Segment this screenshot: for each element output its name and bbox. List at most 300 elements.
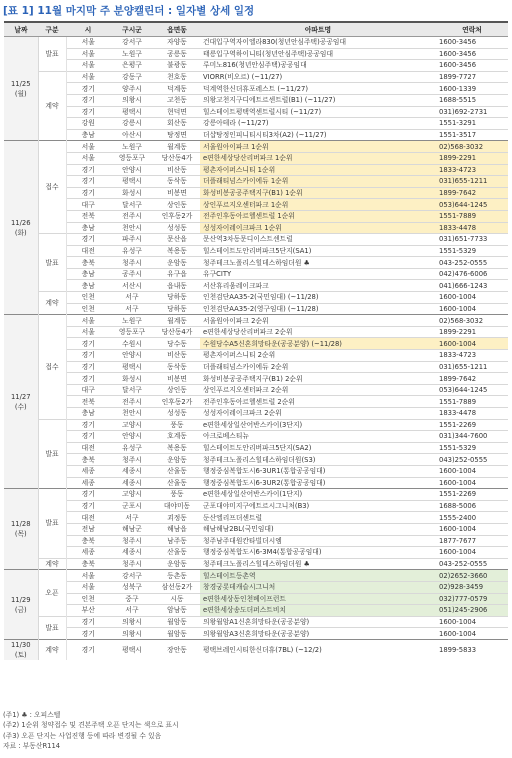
- table-title: [표 1] 11월 마지막 주 분양캘린더 : 일자별 상세 일정: [3, 5, 255, 17]
- contact-cell: 02)568-3032: [436, 315, 508, 327]
- town-cell: 탕정면: [154, 129, 200, 141]
- town-cell: 회산동: [154, 118, 200, 130]
- table-row: [4, 118, 508, 130]
- contact-cell: 1600-3456: [436, 37, 508, 49]
- category-cell: 발표: [38, 37, 66, 72]
- city-cell: 충북: [66, 454, 110, 466]
- weekday-value: (월): [14, 89, 27, 98]
- district-cell: 파주시: [110, 234, 154, 246]
- contact-cell: 043)252-0555: [436, 454, 508, 466]
- city-cell: 경기: [66, 639, 110, 660]
- header-district: 구시군: [110, 22, 154, 37]
- table-row: [4, 303, 508, 315]
- apartment-cell: 의왕월암A1신혼희망타운(공공분양): [200, 616, 436, 628]
- table-row: [4, 489, 508, 501]
- date-cell: [4, 489, 38, 570]
- schedule-table: [4, 21, 508, 660]
- city-cell: 경기: [66, 500, 110, 512]
- apartment-cell: 강릉아테라 (~11/27): [200, 118, 436, 130]
- town-cell: 당하동: [154, 292, 200, 304]
- apartment-cell: 더플래티넘스카이에듀 2순위: [200, 361, 436, 373]
- town-cell: 불광동: [154, 60, 200, 72]
- city-cell: 서울: [66, 71, 110, 83]
- city-cell: 충북: [66, 535, 110, 547]
- city-cell: 충북: [66, 558, 110, 570]
- apartment-cell: 둔산엘리프더센트럴: [200, 512, 436, 524]
- table-row: [4, 350, 508, 362]
- contact-cell: 1600-1004: [436, 338, 508, 350]
- town-cell: 성성동: [154, 222, 200, 234]
- city-cell: 세종: [66, 547, 110, 559]
- table-row: [4, 408, 508, 420]
- apartment-cell: 청주남주대원칸타빌더시엠: [200, 535, 436, 547]
- category-cell: 발표: [38, 419, 66, 489]
- district-cell: 해남군: [110, 523, 154, 535]
- town-cell: 복용동: [154, 442, 200, 454]
- district-cell: 청주시: [110, 535, 154, 547]
- city-cell: 충남: [66, 129, 110, 141]
- apartment-cell: e편한세상당산리버파크 2순위: [200, 326, 436, 338]
- town-cell: 시동: [154, 593, 200, 605]
- town-cell: 복용동: [154, 245, 200, 257]
- contact-cell: 031)651-7733: [436, 234, 508, 246]
- table-row: [4, 37, 508, 49]
- apartment-cell: 의왕월암A3신혼희망타운(공공분양): [200, 628, 436, 640]
- table-row: [4, 616, 508, 628]
- city-cell: 서울: [66, 48, 110, 60]
- apartment-cell: 행정중심복합도시6-3M4(통합공공임대): [200, 547, 436, 559]
- apartment-cell: 해남해남2BL(국민임대): [200, 523, 436, 535]
- contact-cell: 02)928-3459: [436, 581, 508, 593]
- district-cell: 화성시: [110, 373, 154, 385]
- apartment-cell: 태릉입구역하이니티(청년안심주택)공공임대: [200, 48, 436, 60]
- apartment-cell: 평택브레인시티한신더휴(7BL) (~12/2): [200, 639, 436, 660]
- city-cell: 전북: [66, 210, 110, 222]
- town-cell: 운암동: [154, 558, 200, 570]
- district-cell: 강서구: [110, 37, 154, 49]
- city-cell: 대전: [66, 512, 110, 524]
- town-cell: 동삭동: [154, 176, 200, 188]
- apartment-cell: 인천검단AA35-2(국민임대) (~11/28): [200, 292, 436, 304]
- category-cell: 발표: [38, 489, 66, 559]
- town-cell: 풍동: [154, 419, 200, 431]
- district-cell: 공주시: [110, 268, 154, 280]
- apartment-cell: 평촌자이퍼스니티 1순위: [200, 164, 436, 176]
- date-cell: [4, 639, 38, 660]
- district-cell: 천안시: [110, 222, 154, 234]
- town-cell: 비봉면: [154, 373, 200, 385]
- contact-cell: 02)568-3032: [436, 141, 508, 153]
- contact-cell: 1600-1004: [436, 616, 508, 628]
- contact-cell: 1600-1004: [436, 303, 508, 315]
- contact-cell: 1600-3456: [436, 60, 508, 72]
- apartment-cell: e편한세상일산어반스카이(3단지): [200, 419, 436, 431]
- district-cell: 강서구: [110, 570, 154, 582]
- contact-cell: 1551-5329: [436, 442, 508, 454]
- apartment-cell: 건대입구역자이엘라830(청년안심주택)공공임대: [200, 37, 436, 49]
- table-row: [4, 94, 508, 106]
- contact-cell: 1551-2269: [436, 489, 508, 501]
- weekday-value: (목): [14, 530, 27, 539]
- date-cell: [4, 315, 38, 489]
- town-cell: 당산동4가: [154, 152, 200, 164]
- category-cell: 계약: [38, 292, 66, 315]
- header-category: 구분: [38, 22, 66, 37]
- contact-cell: 032)777-0579: [436, 593, 508, 605]
- table-row: [4, 361, 508, 373]
- city-cell: 경기: [66, 373, 110, 385]
- town-cell: 인후동2가: [154, 210, 200, 222]
- contact-cell: 1877-7677: [436, 535, 508, 547]
- table-row: [4, 326, 508, 338]
- town-cell: 고천동: [154, 94, 200, 106]
- district-cell: 청주시: [110, 257, 154, 269]
- city-cell: 부산: [66, 605, 110, 617]
- city-cell: 경기: [66, 94, 110, 106]
- district-cell: 강릉시: [110, 118, 154, 130]
- contact-cell: 1600-1004: [436, 477, 508, 489]
- contact-cell: 1600-1004: [436, 547, 508, 559]
- district-cell: 서구: [110, 303, 154, 315]
- town-cell: 자양동: [154, 37, 200, 49]
- contact-cell: 053)644-1245: [436, 199, 508, 211]
- city-cell: 대구: [66, 199, 110, 211]
- city-cell: 충남: [66, 222, 110, 234]
- city-cell: 대구: [66, 384, 110, 396]
- district-cell: 평택시: [110, 106, 154, 118]
- town-cell: 월계동: [154, 141, 200, 153]
- district-cell: 은평구: [110, 60, 154, 72]
- apartment-cell: 성성자이레이크파크 1순위: [200, 222, 436, 234]
- apartment-cell: 유구CITY: [200, 268, 436, 280]
- district-cell: 세종시: [110, 465, 154, 477]
- town-cell: 등촌동: [154, 570, 200, 582]
- district-cell: 달서구: [110, 199, 154, 211]
- town-cell: 당하동: [154, 303, 200, 315]
- category-cell: 발표: [38, 616, 66, 639]
- apartment-cell: 행정중심복합도시6-3UR2(통합공공임대): [200, 477, 436, 489]
- category-cell: 오픈: [38, 570, 66, 616]
- town-cell: 대야미동: [154, 500, 200, 512]
- contact-cell: 02)2652-3660: [436, 570, 508, 582]
- table-row: [4, 547, 508, 559]
- apartment-cell: 힐스테이트도안리버파크5단지(SA2): [200, 442, 436, 454]
- contact-cell: 053)644-1245: [436, 384, 508, 396]
- contact-cell: 043-252-0555: [436, 257, 508, 269]
- table-row: [4, 523, 508, 535]
- table-row: [4, 593, 508, 605]
- town-cell: 장안동: [154, 639, 200, 660]
- district-cell: 평택시: [110, 176, 154, 188]
- table-row: [4, 164, 508, 176]
- district-cell: 서구: [110, 512, 154, 524]
- apartment-cell: e편한세상동인천베이프런트: [200, 593, 436, 605]
- apartment-cell: 평촌자이퍼스니티 2순위: [200, 350, 436, 362]
- district-cell: 서구: [110, 292, 154, 304]
- city-cell: 경기: [66, 106, 110, 118]
- city-cell: 인천: [66, 593, 110, 605]
- weekday-value: (화): [14, 228, 27, 237]
- header-city: 시: [66, 22, 110, 37]
- district-cell: 평택시: [110, 361, 154, 373]
- city-cell: 충남: [66, 408, 110, 420]
- apartment-cell: 청주테크노폴리스힐데스하임더원(S3): [200, 454, 436, 466]
- apartment-cell: 덕계역한신더휴포레스트 (~11/27): [200, 83, 436, 95]
- town-cell: 비봉면: [154, 187, 200, 199]
- contact-cell: 031)692-2731: [436, 106, 508, 118]
- city-cell: 충남: [66, 268, 110, 280]
- contact-cell: 1833-4478: [436, 408, 508, 420]
- weekday-value: (수): [14, 402, 27, 411]
- contact-cell: 1600-1004: [436, 628, 508, 640]
- apartment-cell: 청주테크노폴리스힐데스하임더원 ♣: [200, 257, 436, 269]
- district-cell: 고양시: [110, 489, 154, 501]
- apartment-cell: 힐스테이트평택역센트럴시티 (~11/27): [200, 106, 436, 118]
- apartment-cell: 루미노816(청년안심주택)공공임대: [200, 60, 436, 72]
- district-cell: 영등포구: [110, 326, 154, 338]
- contact-cell: 031)344-7600: [436, 431, 508, 443]
- table-row: [4, 477, 508, 489]
- town-cell: 산울동: [154, 547, 200, 559]
- town-cell: 유구읍: [154, 268, 200, 280]
- table-row: [4, 442, 508, 454]
- contact-cell: 1600-1004: [436, 465, 508, 477]
- category-cell: 접수: [38, 141, 66, 234]
- header-town: 읍면동: [154, 22, 200, 37]
- date-cell: [4, 37, 38, 141]
- table-row: [4, 512, 508, 524]
- city-cell: 서울: [66, 581, 110, 593]
- date-value: 11/25: [10, 79, 31, 88]
- district-cell: 노원구: [110, 315, 154, 327]
- town-cell: 동삭동: [154, 361, 200, 373]
- footnote-color: (주2) 1순위 청약접수 및 견본주택 오픈 단지는 색으로 표시: [3, 721, 179, 730]
- town-cell: 산울동: [154, 477, 200, 489]
- table-row: [4, 60, 508, 72]
- apartment-cell: 창경궁롯데캐슬시그니처: [200, 581, 436, 593]
- contact-cell: 1899-7642: [436, 187, 508, 199]
- city-cell: 서울: [66, 152, 110, 164]
- contact-cell: 1833-4478: [436, 222, 508, 234]
- district-cell: 안양시: [110, 164, 154, 176]
- table-row: [4, 187, 508, 199]
- header-contact: 연락처: [436, 22, 508, 37]
- table-row: [4, 384, 508, 396]
- date-value: 11/29: [10, 595, 31, 604]
- apartment-cell: 상인푸르지오센터파크 1순위: [200, 199, 436, 211]
- apartment-cell: 서울원아이파크 1순위: [200, 141, 436, 153]
- city-cell: 전남: [66, 523, 110, 535]
- district-cell: 안양시: [110, 350, 154, 362]
- table-row: [4, 570, 508, 582]
- city-cell: 경기: [66, 431, 110, 443]
- apartment-cell: 서산휴리움레이크파크: [200, 280, 436, 292]
- apartment-cell: 힐스테이트도안리버파크5단지(SA1): [200, 245, 436, 257]
- town-cell: 월암동: [154, 616, 200, 628]
- table-row: [4, 628, 508, 640]
- district-cell: 강동구: [110, 71, 154, 83]
- table-row: [4, 338, 508, 350]
- table-row: [4, 605, 508, 617]
- contact-cell: 1551-7889: [436, 396, 508, 408]
- district-cell: 세종시: [110, 477, 154, 489]
- date-cell: [4, 141, 38, 315]
- contact-cell: 1551-3291: [436, 118, 508, 130]
- table-row: [4, 245, 508, 257]
- footnote-source: 자료 : 부동산R114: [3, 742, 61, 751]
- table-header: [4, 22, 508, 37]
- town-cell: 괴정동: [154, 512, 200, 524]
- apartment-cell: e편한세상일산어반스카이(1단지): [200, 489, 436, 501]
- city-cell: 경기: [66, 628, 110, 640]
- district-cell: 서산시: [110, 280, 154, 292]
- footnotes: [3, 710, 508, 752]
- city-cell: 강원: [66, 118, 110, 130]
- contact-cell: 1551-3517: [436, 129, 508, 141]
- city-cell: 서울: [66, 326, 110, 338]
- table-row: [4, 106, 508, 118]
- date-value: 11/27: [10, 392, 31, 401]
- contact-cell: 042)476-6006: [436, 268, 508, 280]
- apartment-cell: 성성자이레이크파크 2순위: [200, 408, 436, 420]
- contact-cell: 051)245-2906: [436, 605, 508, 617]
- table-row: [4, 48, 508, 60]
- contact-cell: 031)655-1211: [436, 176, 508, 188]
- table-row: [4, 465, 508, 477]
- district-cell: 청주시: [110, 454, 154, 466]
- town-cell: 덕계동: [154, 83, 200, 95]
- district-cell: 의왕시: [110, 94, 154, 106]
- district-cell: 평택시: [110, 639, 154, 660]
- apartment-cell: 서울원아이파크 2순위: [200, 315, 436, 327]
- table-row: [4, 500, 508, 512]
- city-cell: 세종: [66, 465, 110, 477]
- city-cell: 세종: [66, 477, 110, 489]
- apartment-cell: 청주테크노폴리스힐데스하임더원 ♣: [200, 558, 436, 570]
- table-row: [4, 454, 508, 466]
- city-cell: 경기: [66, 234, 110, 246]
- town-cell: 운암동: [154, 257, 200, 269]
- district-cell: 청주시: [110, 558, 154, 570]
- district-cell: 중구: [110, 593, 154, 605]
- town-cell: 암남동: [154, 605, 200, 617]
- contact-cell: 1899-5833: [436, 639, 508, 660]
- table-row: [4, 315, 508, 327]
- contact-cell: 1600-3456: [436, 48, 508, 60]
- town-cell: 월암동: [154, 628, 200, 640]
- table-row: [4, 222, 508, 234]
- apartment-cell: 행정중심복합도시6-3UR1(통합공공임대): [200, 465, 436, 477]
- table-row: [4, 234, 508, 246]
- city-cell: 경기: [66, 489, 110, 501]
- category-cell: 계약: [38, 71, 66, 141]
- town-cell: 남주동: [154, 535, 200, 547]
- table-body: [4, 37, 508, 660]
- contact-cell: 1899-2291: [436, 152, 508, 164]
- apartment-cell: 더샵탕정인피니티시티3차(A2) (~11/27): [200, 129, 436, 141]
- city-cell: 경기: [66, 616, 110, 628]
- apartment-cell: 화성비봉공공주택지구(B1) 2순위: [200, 373, 436, 385]
- table-row: [4, 639, 508, 660]
- city-cell: 서울: [66, 37, 110, 49]
- header-apartment: 아파트명: [200, 22, 436, 37]
- city-cell: 경기: [66, 350, 110, 362]
- town-cell: 당수동: [154, 338, 200, 350]
- apartment-cell: 아크로베스티뉴: [200, 431, 436, 443]
- category-cell: 발표: [38, 234, 66, 292]
- apartment-cell: 인천검단AA35-2(영구임대) (~11/28): [200, 303, 436, 315]
- district-cell: 유성구: [110, 442, 154, 454]
- town-cell: 당산동4가: [154, 326, 200, 338]
- contact-cell: 1600-1004: [436, 523, 508, 535]
- town-cell: 인후동2가: [154, 396, 200, 408]
- town-cell: 성성동: [154, 408, 200, 420]
- district-cell: 노원구: [110, 141, 154, 153]
- district-cell: 의왕시: [110, 628, 154, 640]
- district-cell: 수원시: [110, 338, 154, 350]
- contact-cell: 041)666-1243: [436, 280, 508, 292]
- town-cell: 운암동: [154, 454, 200, 466]
- city-cell: 경기: [66, 419, 110, 431]
- city-cell: 서울: [66, 570, 110, 582]
- city-cell: 경기: [66, 187, 110, 199]
- table-row: [4, 83, 508, 95]
- contact-cell: 1551-7889: [436, 210, 508, 222]
- district-cell: 전주시: [110, 210, 154, 222]
- town-cell: 삼선동2가: [154, 581, 200, 593]
- apartment-cell: e편한세상송도더퍼스트비치: [200, 605, 436, 617]
- city-cell: 서울: [66, 315, 110, 327]
- contact-cell: 031)655-1211: [436, 361, 508, 373]
- table-row: [4, 71, 508, 83]
- town-cell: 산울동: [154, 465, 200, 477]
- weekday-value: (금): [14, 605, 27, 614]
- apartment-cell: 문산역3차동문디이스트센트럴: [200, 234, 436, 246]
- contact-cell: 1551-5329: [436, 245, 508, 257]
- date-value: 11/30: [10, 640, 31, 649]
- contact-cell: 043-252-0555: [436, 558, 508, 570]
- city-cell: 대전: [66, 442, 110, 454]
- district-cell: 전주시: [110, 396, 154, 408]
- district-cell: 군포시: [110, 500, 154, 512]
- district-cell: 성북구: [110, 581, 154, 593]
- table-row: [4, 152, 508, 164]
- table-row: [4, 210, 508, 222]
- table-row: [4, 431, 508, 443]
- city-cell: 인천: [66, 292, 110, 304]
- category-cell: 계약: [38, 558, 66, 570]
- contact-cell: 1833-4723: [436, 350, 508, 362]
- table-row: [4, 535, 508, 547]
- town-cell: 비산동: [154, 350, 200, 362]
- apartment-cell: 의왕고천지구디에트르센트럴(B1) (~11/27): [200, 94, 436, 106]
- apartment-cell: 더플래티넘스카이에듀 1순위: [200, 176, 436, 188]
- town-cell: 풍동: [154, 489, 200, 501]
- apartment-cell: VIORR(비오르) (~11/27): [200, 71, 436, 83]
- town-cell: 호계동: [154, 431, 200, 443]
- table-row: [4, 257, 508, 269]
- table-row: [4, 419, 508, 431]
- table-row: [4, 581, 508, 593]
- table-row: [4, 373, 508, 385]
- apartment-cell: 힐스테이트등촌역: [200, 570, 436, 582]
- town-cell: 읍내동: [154, 280, 200, 292]
- city-cell: 경기: [66, 164, 110, 176]
- table-row: [4, 280, 508, 292]
- district-cell: 화성시: [110, 187, 154, 199]
- apartment-cell: 군포대야미지구에트르시그니처(B3): [200, 500, 436, 512]
- table-row: [4, 292, 508, 304]
